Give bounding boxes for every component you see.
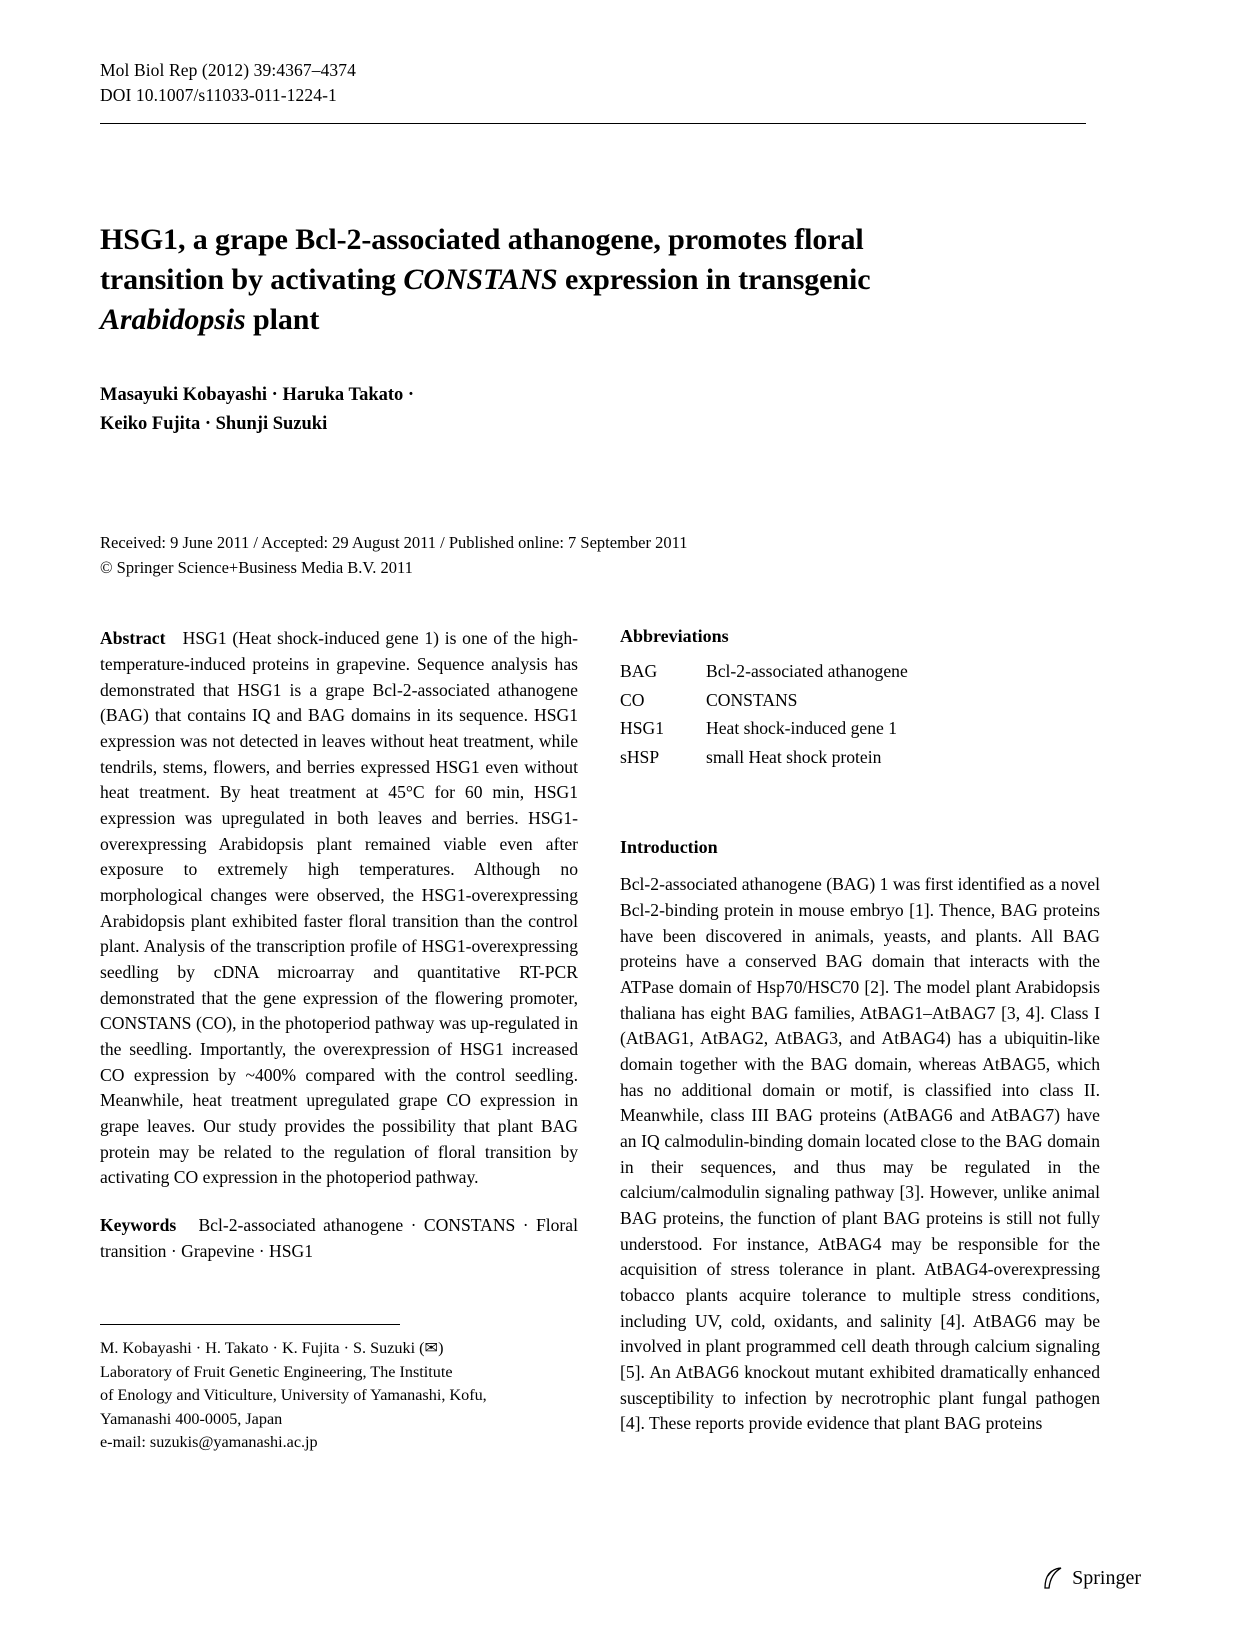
table-row (620, 716, 908, 745)
title-part-1: HSG1, a grape Bcl-2-associated athanogene, promotes floral transition by activating (100, 222, 864, 296)
keywords-heading: Keywords (100, 1215, 177, 1236)
abbreviation-key: CO (620, 689, 645, 710)
springer-logo-icon (1042, 1566, 1064, 1590)
affiliation-line-3: Yamanashi 400-0005, Japan (100, 1409, 283, 1428)
abstract-text: HSG1 (Heat shock-induced gene 1) is one of the high-temperature-induced proteins in grapevine. Sequence analysis has demonstrated that HSG1 is a grape Bcl-2-associated athanogene (BAG) that contains IQ and BAG domains in its sequence. HSG1 expression was not detected in leaves without heat treatment, while tendrils, stems, flowers, and berries expressed HSG1 even without heat treatment. By heat treatment at 45°C for 60 min, HSG1 expression was upregulated in both leaves and berries. HSG1-overexpressing Arabidopsis plant remained viable even after exposure to extremely high temperatures. Although no morphological changes were observed, the HSG1-overexpressing Arabidopsis plant exhibited faster floral transition than the control plant. Analysis of the transcription profile of HSG1-overexpressing seedling by cDNA microarray and quantitative RT-PCR demonstrated that the gene expression of the flowering promoter, CONSTANS (CO), in the photoperiod pathway was up-regulated in the seedling. Importantly, the overexpression of HSG1 increased CO expression by ~400% compared with the control seedling. Meanwhile, heat treatment upregulated grape CO expression in grape leaves. Our study provides the possibility that plant BAG protein may be related to the regulation of floral transition by activating CO expression in the photoperiod pathway. (100, 628, 578, 1188)
two-column-body (100, 626, 1100, 1455)
title-italic-constans: CONSTANS (403, 262, 558, 296)
abbreviations-table (620, 659, 908, 773)
journal-reference (100, 58, 1141, 109)
abbreviation-key: HSG1 (620, 718, 664, 739)
springer-label: Springer (1072, 1566, 1141, 1589)
keywords-text: Bcl-2-associated athanogene · CONSTANS · Floral transition · Grapevine · HSG1 (100, 1215, 578, 1261)
table-row (620, 659, 908, 688)
received-accepted-line: Received: 9 June 2011 / Accepted: 29 August 2011 / Published online: 7 September 2011 (100, 532, 688, 552)
abbreviation-value: Heat shock-induced gene 1 (706, 718, 898, 739)
keywords-paragraph (100, 1213, 578, 1264)
table-row (620, 688, 908, 717)
correspondence-authors: M. Kobayashi · H. Takato · K. Fujita · S. Suzuki (✉) (100, 1339, 444, 1358)
abbreviation-key: BAG (620, 661, 658, 682)
footnote-divider (100, 1324, 400, 1325)
abbreviation-value: CONSTANS (706, 689, 798, 710)
header-divider (100, 123, 1086, 124)
abstract-heading: Abstract (100, 628, 166, 649)
table-row (620, 745, 908, 774)
author-list (100, 381, 1141, 438)
left-column (100, 626, 578, 1455)
page-title (100, 220, 970, 340)
abbreviation-key: sHSP (620, 746, 660, 767)
abbreviation-value: small Heat shock protein (706, 746, 882, 767)
publication-history (100, 531, 1141, 581)
email-line: e-mail: suzukis@yamanashi.ac.jp (100, 1433, 318, 1452)
title-italic-arabidopsis: Arabidopsis (100, 302, 246, 336)
doi-line: DOI 10.1007/s11033-011-1224-1 (100, 85, 337, 106)
abbreviations-heading: Abbreviations (620, 626, 729, 647)
affiliation-line-2: of Enology and Viticulture, University of Yamanashi, Kofu, (100, 1386, 487, 1405)
title-part-3: plant (245, 302, 320, 336)
affiliation-line-1: Laboratory of Fruit Genetic Engineering, The Institute (100, 1362, 453, 1381)
abbreviation-value: Bcl-2-associated athanogene (706, 661, 908, 682)
introduction-heading: Introduction (620, 837, 718, 858)
author-line-1: Masayuki Kobayashi · Haruka Takato · (100, 385, 415, 406)
title-part-2: expression in transgenic (557, 262, 871, 296)
page-content (100, 58, 1141, 1455)
introduction-paragraph: Bcl-2-associated athanogene (BAG) 1 was first identified as a novel Bcl-2-binding protein in mouse embryo [1]. Thence, BAG proteins have been discovered in animals, yeasts, and plants. All BAG proteins have a conserved BAG domain that interacts with the ATPase domain of Hsp70/HSC70 [2]. The model plant Arabidopsis thaliana has eight BAG families, AtBAG1–AtBAG7 [3, 4]. Class I (AtBAG1, AtBAG2, AtBAG3, and AtBAG4) has a ubiquitin-like domain together with the BAG domain, whereas AtBAG5, which has no additional domain or motif, is classified into class II. Meanwhile, class III BAG proteins (AtBAG6 and AtBAG7) have an IQ calmodulin-binding domain located close to the BAG domain in their sequences, and thus may be regulated in the calcium/calmodulin signaling pathway [3]. However, unlike animal BAG proteins, the function of plant BAG proteins is still not fully understood. For instance, AtBAG4 may be responsible for the acquisition of stress tolerance in plant. AtBAG4-overexpressing tobacco plants acquire tolerance to multiple stress conditions, including UV, cold, oxidants, and salinity [4]. AtBAG6 may be involved in plant programmed cell death through calcium signaling [5]. An AtBAG6 knockout mutant exhibited dramatically enhanced susceptibility to infection by necrotrophic plant fungal pathogen [4]. These reports provide evidence that plant BAG proteins (620, 874, 1100, 1434)
journal-citation: Mol Biol Rep (2012) 39:4367–4374 (100, 60, 356, 80)
copyright-line: © Springer Science+Business Media B.V. 2011 (100, 557, 413, 577)
right-column (620, 626, 1100, 1455)
correspondence-block (100, 1337, 578, 1454)
author-line-2: Keiko Fujita · Shunji Suzuki (100, 414, 328, 435)
abstract-paragraph (100, 626, 578, 1191)
springer-footer (1042, 1566, 1141, 1590)
